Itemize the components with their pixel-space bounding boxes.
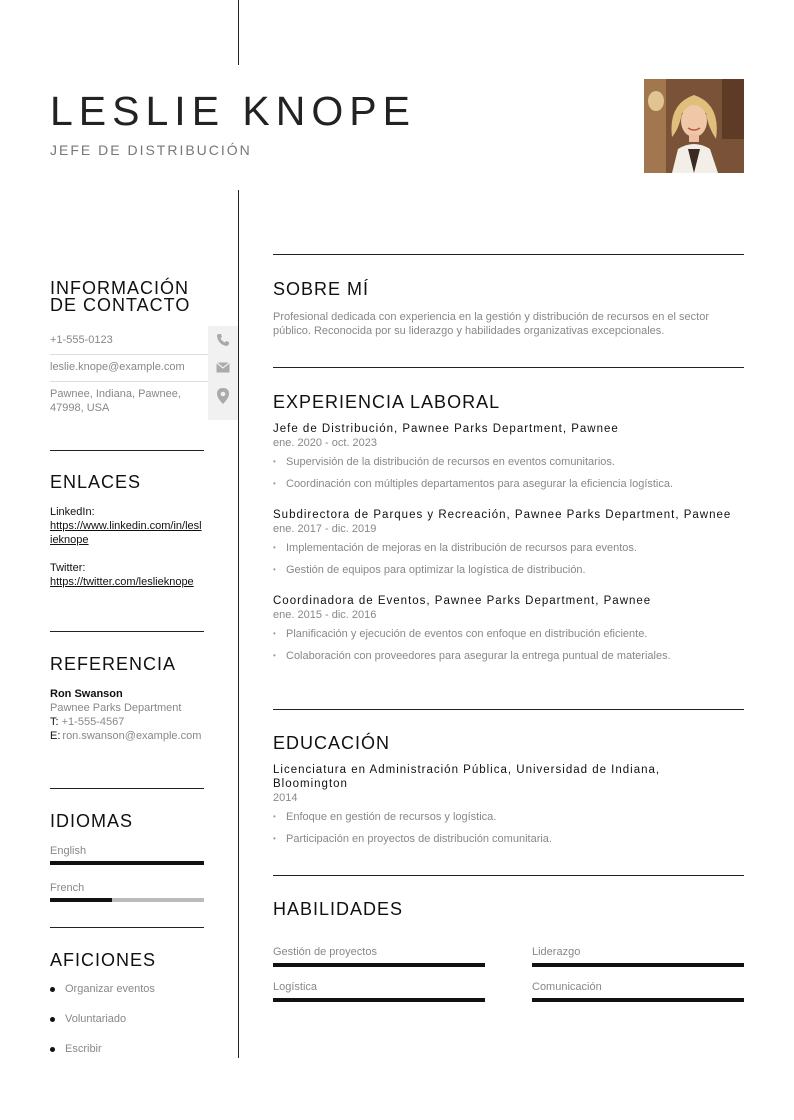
divider [273, 709, 744, 710]
education-section [273, 733, 744, 846]
reference-email-label: E: [50, 730, 61, 742]
contact-address: Pawnee, Indiana, Pawnee, 47998, USA [50, 388, 181, 414]
education-year: 2014 [273, 792, 298, 804]
divider [273, 254, 744, 255]
reference-heading: REFERENCIA [50, 654, 177, 674]
job-title: Subdirectora de Parques y Recreación, Pawnee Parks Department, Pawnee [273, 509, 732, 521]
job-bullet: • Gestión de equipos para optimizar la logística de distribución. [273, 563, 744, 577]
job-bullet: • Supervisión de la distribución de recursos en eventos comunitarios. [273, 455, 744, 469]
skill-level-bar [273, 998, 485, 1002]
top-vertical-divider [238, 0, 239, 65]
skill-level-bar [532, 998, 744, 1002]
divider [50, 788, 204, 789]
skill-name: Liderazgo [532, 946, 581, 958]
experience-section [273, 392, 744, 663]
reference-phone-row [50, 715, 204, 729]
twitter-link[interactable]: https://twitter.com/leslieknope [50, 576, 194, 588]
linkedin-label: LinkedIn: [50, 506, 95, 518]
mail-icon [208, 354, 238, 381]
job-bullet: • Coordinación con múltiples departamentos para asegurar la eficiencia logística. [273, 477, 744, 491]
skill-item [273, 980, 485, 1002]
reference-email: ron.swanson@example.com [62, 730, 202, 742]
phone-icon [208, 326, 238, 354]
reference-name: Ron Swanson [50, 688, 123, 700]
skill-name: Gestión de proyectos [273, 946, 377, 958]
skill-item [532, 980, 744, 1002]
about-section [273, 279, 744, 338]
skills-heading: HABILIDADES [273, 899, 404, 919]
skill-name: Logística [273, 981, 318, 993]
about-heading: SOBRE MÍ [273, 279, 370, 299]
candidate-name: LESLIE KNOPE [50, 88, 416, 134]
main-vertical-divider [238, 190, 239, 1058]
skill-name: Comunicación [532, 981, 602, 993]
divider [50, 631, 204, 632]
education-heading: EDUCACIÓN [273, 733, 391, 753]
language-level-bar [50, 861, 204, 865]
reference-phone-label: T: [50, 716, 59, 728]
job-dates: ene. 2020 - oct. 2023 [273, 437, 377, 449]
contact-heading: INFORMACIÓN DE CONTACTO [50, 278, 191, 315]
hobby-item: Voluntariado [50, 1013, 126, 1025]
links-section [50, 474, 204, 589]
divider [50, 927, 204, 928]
reference-email-row [50, 729, 204, 743]
divider [273, 367, 744, 368]
hobbies-heading: AFICIONES [50, 950, 157, 970]
language-level-bar [50, 898, 204, 902]
job-title: Coordinadora de Eventos, Pawnee Parks Department, Pawnee [273, 595, 652, 607]
education-bullet: • Participación en proyectos de distribución comunitaria. [273, 832, 744, 846]
contact-email: leslie.knope@example.com [50, 361, 185, 373]
contact-phone-row [50, 326, 238, 355]
reference-section [50, 656, 204, 743]
education-degree: Licenciatura en Administración Pública, Universidad de Indiana, Bloomington [273, 764, 661, 790]
reference-company: Pawnee Parks Department [50, 702, 182, 714]
languages-heading: IDIOMAS [50, 811, 134, 831]
job-bullet: • Planificación y ejecución de eventos con enfoque en distribución eficiente. [273, 627, 744, 641]
language-name: French [50, 882, 85, 894]
job-dates: ene. 2017 - dic. 2019 [273, 523, 377, 535]
reference-phone: +1-555-4567 [61, 716, 125, 728]
divider [273, 875, 744, 876]
links-heading: ENLACES [50, 472, 142, 492]
location-icon [208, 381, 238, 420]
languages-section [50, 813, 204, 902]
language-name: English [50, 845, 87, 857]
job-title: Jefe de Distribución, Pawnee Parks Department, Pawnee [273, 423, 619, 435]
contact-phone: +1-555-0123 [50, 334, 113, 346]
job-dates: ene. 2015 - dic. 2016 [273, 609, 377, 621]
twitter-label: Twitter: [50, 562, 86, 574]
contact-email-row [50, 354, 238, 382]
portrait-photo [644, 79, 744, 173]
skill-level-bar [532, 963, 744, 967]
job-bullet: • Implementación de mejoras en la distribución de recursos para eventos. [273, 541, 744, 555]
contact-address-row [50, 381, 238, 420]
candidate-job-title: JEFE DE DISTRIBUCIÓN [50, 142, 252, 158]
skill-item [532, 945, 744, 967]
linkedin-link[interactable]: https://www.linkedin.com/in/leslieknope [50, 520, 202, 546]
skill-level-bar [273, 963, 485, 967]
about-text: Profesional dedicada con experiencia en la gestión y distribución de recursos en el sector público. Reconocida por su liderazgo y habilidades organizativas excepcionales. [273, 311, 709, 337]
job-bullet: • Colaboración con proveedores para asegurar la entrega puntual de materiales. [273, 649, 744, 663]
hobby-item: Escribir [50, 1043, 102, 1055]
hobby-item: Organizar eventos [50, 983, 155, 995]
experience-heading: EXPERIENCIA LABORAL [273, 392, 501, 412]
divider [50, 450, 204, 451]
skill-item [273, 945, 485, 967]
education-bullet: • Enfoque en gestión de recursos y logística. [273, 810, 744, 824]
